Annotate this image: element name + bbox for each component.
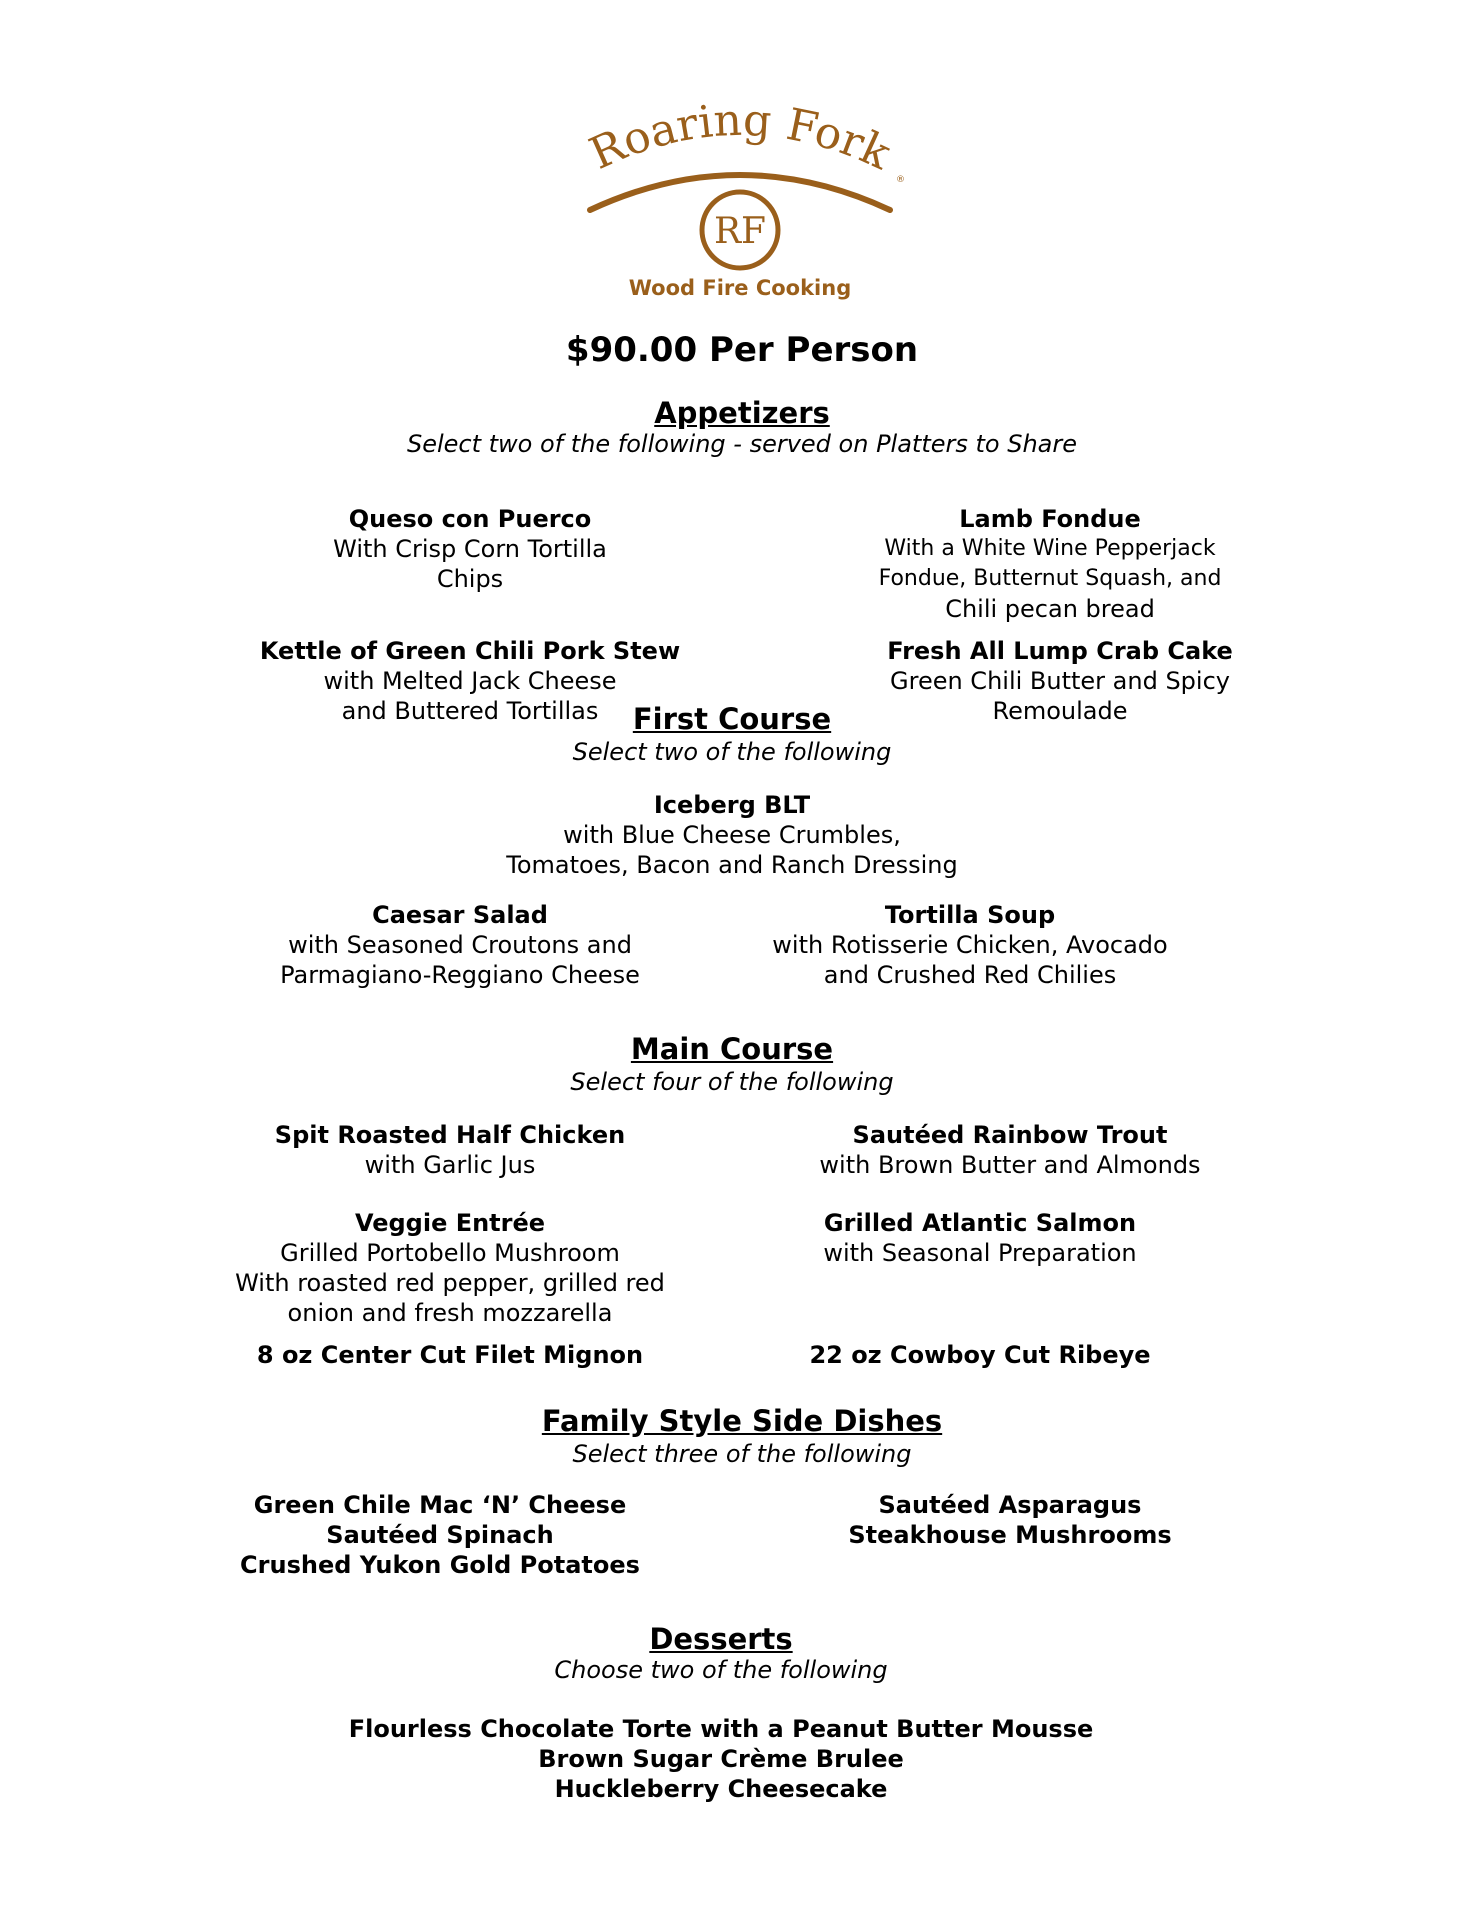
item-name: Veggie Entrée — [354, 1209, 546, 1237]
price-heading: $90.00 Per Person — [565, 330, 919, 370]
menu-item — [860, 504, 1240, 624]
restaurant-logo — [560, 100, 920, 310]
item-desc: with Rotisserie Chicken, Avocado — [772, 931, 1168, 959]
item-name: Kettle of Green Chili Pork Stew — [259, 637, 681, 665]
menu-item — [860, 636, 1260, 726]
logo-brand-text: Roaring Fork — [582, 100, 898, 180]
item-desc: and Buttered Tortillas — [341, 697, 599, 725]
list-item: Sautéed Asparagus — [878, 1491, 1142, 1519]
item-name: Iceberg BLT — [653, 791, 811, 819]
sides-subtitle: Select three of the following — [572, 1440, 912, 1468]
item-desc: Chili pecan bread — [945, 595, 1155, 623]
item-desc: Green Chili Butter and Spicy — [890, 667, 1230, 695]
logo-monogram: RF — [713, 211, 767, 252]
item-desc: With Crisp Corn Tortilla — [333, 535, 607, 563]
list-item: Steakhouse Mushrooms — [848, 1521, 1172, 1549]
item-desc: Fondue, Butternut Squash, and — [878, 566, 1222, 591]
menu-item — [210, 1340, 690, 1370]
item-name: Caesar Salad — [372, 901, 548, 929]
logo-registered-mark: ® — [896, 175, 905, 185]
item-name: Queso con Puerco — [348, 505, 592, 533]
menu-item — [260, 900, 660, 990]
menu-item — [210, 1208, 690, 1328]
item-name: Lamb Fondue — [959, 505, 1141, 533]
item-desc: with Garlic Jus — [364, 1151, 536, 1179]
item-desc: with Blue Cheese Crumbles, — [563, 821, 901, 849]
dessert-list — [0, 1714, 1442, 1804]
item-name: Tortilla Soup — [884, 901, 1056, 929]
item-desc: With roasted red pepper, grilled red — [235, 1269, 665, 1297]
list-item: Flourless Chocolate Torte with a Peanut Butter Mousse — [348, 1715, 1094, 1743]
list-item: Brown Sugar Crème Brulee — [538, 1745, 904, 1773]
menu-item — [790, 1120, 1230, 1180]
list-item: Sautéed Spinach — [326, 1521, 554, 1549]
menu-item — [750, 900, 1190, 990]
side-list-left — [190, 1490, 690, 1580]
item-desc: with Seasoned Croutons and — [288, 931, 632, 959]
list-item: Green Chile Mac ‘N’ Cheese — [253, 1491, 627, 1519]
appetizers-title: Appetizers — [654, 396, 830, 430]
item-name: Spit Roasted Half Chicken — [274, 1121, 626, 1149]
menu-item — [780, 1208, 1180, 1268]
item-desc: and Crushed Red Chilies — [823, 961, 1117, 989]
item-name: Grilled Atlantic Salmon — [823, 1209, 1137, 1237]
side-list-right — [810, 1490, 1210, 1550]
item-desc: With a White Wine Pepperjack — [884, 536, 1216, 561]
item-desc: onion and fresh mozzarella — [287, 1299, 613, 1327]
item-name: Sautéed Rainbow Trout — [852, 1121, 1168, 1149]
main-course-title: Main Course — [630, 1032, 834, 1066]
item-desc: with Brown Butter and Almonds — [819, 1151, 1201, 1179]
menu-item — [230, 1120, 670, 1180]
list-item: Crushed Yukon Gold Potatoes — [240, 1551, 640, 1579]
item-name: 8 oz Center Cut Filet Mignon — [256, 1341, 644, 1369]
sides-title: Family Style Side Dishes — [541, 1404, 943, 1438]
item-name: 22 oz Cowboy Cut Ribeye — [809, 1341, 1151, 1369]
item-desc: Parmagiano-Reggiano Cheese — [280, 961, 640, 989]
item-desc: Grilled Portobello Mushroom — [280, 1239, 620, 1267]
logo-graphic — [560, 100, 920, 310]
item-desc: with Seasonal Preparation — [823, 1239, 1137, 1267]
main-course-subtitle: Select four of the following — [570, 1068, 894, 1096]
item-desc: with Melted Jack Cheese — [323, 667, 617, 695]
menu-item — [452, 790, 1012, 880]
item-name: Fresh All Lump Crab Cake — [887, 637, 1233, 665]
logo-tagline: Wood Fire Cooking — [628, 276, 852, 300]
desserts-subtitle: Choose two of the following — [554, 1656, 888, 1684]
item-desc: Tomatoes, Bacon and Ranch Dressing — [506, 851, 958, 879]
item-desc: Remoulade — [992, 697, 1128, 725]
desserts-title: Desserts — [649, 1622, 793, 1656]
first-course-title: First Course — [632, 702, 832, 736]
first-course-subtitle: Select two of the following — [572, 738, 892, 766]
menu-item — [280, 504, 660, 594]
item-desc: Chips — [436, 565, 504, 593]
list-item: Huckleberry Cheesecake — [554, 1775, 888, 1803]
appetizers-subtitle: Select two of the following - served on Platters to Share — [406, 430, 1078, 458]
menu-item — [780, 1340, 1180, 1370]
